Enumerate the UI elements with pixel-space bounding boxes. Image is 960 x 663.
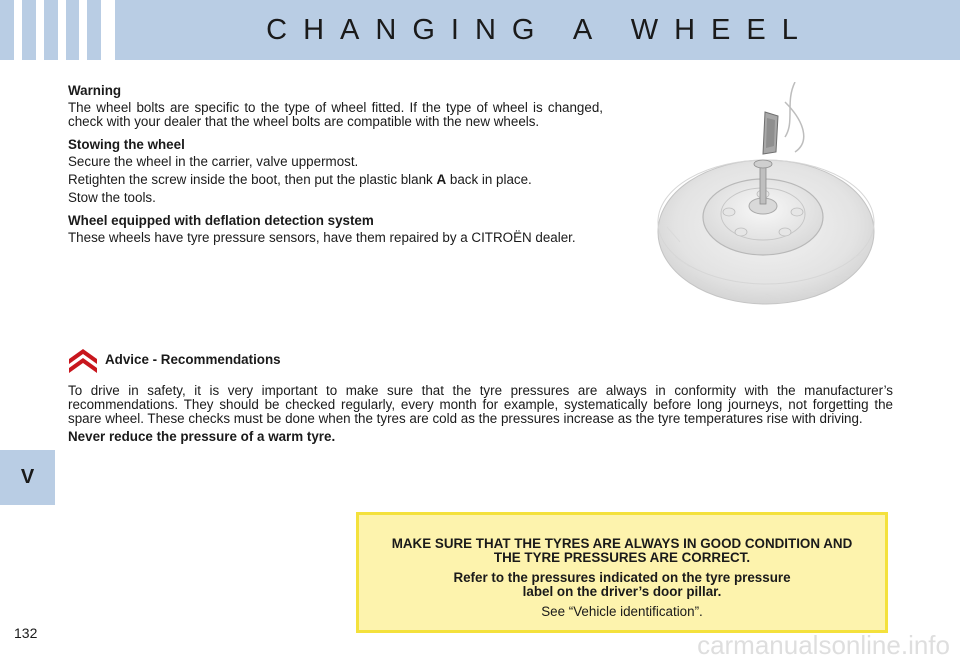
stowing-line-2-before: Retighten the screw inside the boot, then put the plastic blank	[68, 172, 437, 187]
stowing-line-2	[68, 173, 603, 187]
header-stripe	[79, 0, 87, 60]
deflation-text: These wheels have tyre pressure sensors, have them repaired by a CITROËN dealer.	[68, 230, 576, 245]
notice-line-2: Refer to the pressures indicated on the tyre pressure label on the driver’s door pillar.	[453, 570, 791, 599]
citroen-chevrons-icon	[68, 344, 98, 374]
notice-line-3: See “Vehicle identification”.	[541, 604, 703, 619]
tyre-notice-box	[356, 512, 888, 633]
header-stripe	[58, 0, 66, 60]
notice-line-1: MAKE SURE THAT THE TYRES ARE ALWAYS IN GOOD CONDITION AND THE TYRE PRESSURES ARE CORRECT.	[391, 536, 853, 565]
header-stripe	[101, 0, 115, 60]
advice-title: Advice - Recommendations	[105, 352, 281, 367]
deflation-section	[68, 214, 603, 245]
main-column	[68, 84, 603, 254]
stowing-line-2-after: back in place.	[446, 172, 532, 187]
header-stripe	[14, 0, 22, 60]
stowing-line-3: Stow the tools.	[68, 190, 156, 205]
section-tab[interactable]: V	[0, 450, 55, 505]
blank-marker-a: A	[436, 172, 447, 187]
warning-heading: Warning	[68, 83, 122, 98]
header-stripe	[36, 0, 44, 60]
header-band	[0, 0, 960, 60]
warning-section	[68, 84, 603, 129]
advice-body	[68, 384, 893, 448]
stowing-section	[68, 138, 603, 205]
stowing-line-1: Secure the wheel in the carrier, valve uppermost.	[68, 154, 359, 169]
watermark: carmanualsonline.info	[697, 630, 950, 660]
warning-text: The wheel bolts are specific to the type of wheel fitted. If the type of wheel is changed, check with your dealer that the wheel bolts are compatible with the new wheels.	[68, 100, 603, 129]
advice-warning: Never reduce the pressure of a warm tyre.	[68, 429, 336, 444]
advice-text: To drive in safety, it is very important to make sure that the tyre pressures are always in conformity with the manufacturer’s recommendations. They should be checked regularly, every month for example, systematically before long journeys, not forgetting the spare wheel. These checks must be done when the tyres are cold as the pressures increase as the tyre temperatures rise with driving.	[68, 383, 893, 426]
deflation-heading: Wheel equipped with deflation detection system	[68, 213, 374, 228]
spare-wheel-illustration	[645, 82, 885, 312]
stowing-heading: Stowing the wheel	[68, 137, 185, 152]
page-number: 132	[14, 625, 38, 641]
page-title: CHANGING A WHEEL	[266, 14, 814, 46]
